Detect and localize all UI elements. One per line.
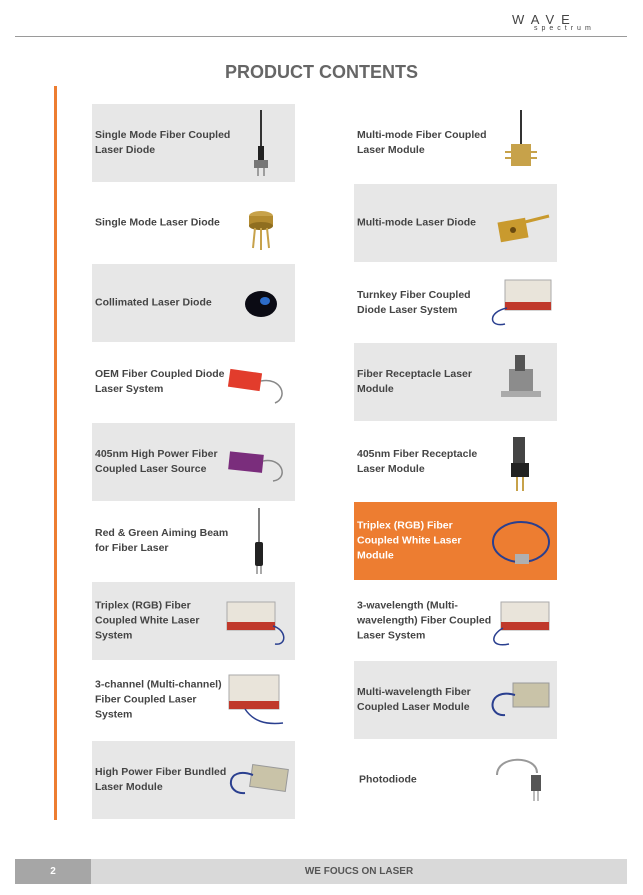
product-label: Triplex (RGB) Fiber Coupled White Laser System: [95, 599, 200, 642]
product-card: [92, 104, 295, 182]
product-label: Triplex (RGB) Fiber Coupled White Laser Module: [357, 519, 462, 562]
multi-wavelength-module-icon: [487, 665, 553, 735]
product-card: [92, 741, 295, 819]
to-can-diode-icon: [225, 188, 291, 258]
product-card: [354, 423, 557, 501]
product-label: Multi-mode Laser Diode: [357, 216, 477, 229]
product-card: [92, 264, 295, 342]
aiming-beam-icon: [225, 506, 291, 576]
turnkey-system-icon: [487, 268, 553, 338]
photodiode-icon: [487, 745, 553, 815]
product-card: [354, 184, 557, 262]
violet-laser-source-icon: [225, 427, 291, 497]
product-label: 3-channel (Multi-channel) Fiber Coupled Laser System: [95, 678, 222, 721]
accent-rule: [54, 86, 57, 820]
product-card: [92, 184, 295, 262]
logo-subword: spectrum: [534, 25, 595, 32]
fiber-pigtail-diode-icon: [225, 108, 291, 178]
product-card-highlight: [354, 502, 557, 580]
product-label: Collimated Laser Diode: [95, 296, 212, 309]
product-card: [354, 661, 557, 739]
product-label: Photodiode: [359, 773, 417, 786]
product-card: [92, 582, 295, 660]
product-label: Red & Green Aiming Beam for Fiber Laser: [95, 527, 229, 554]
bundled-laser-module-icon: [225, 745, 291, 815]
product-card: [354, 104, 557, 182]
product-label: 405nm High Power Fiber Coupled Laser Source: [95, 448, 218, 475]
multimode-diode-icon: [487, 188, 553, 258]
product-card: [92, 502, 295, 580]
product-card: [92, 343, 295, 421]
product-card: [354, 343, 557, 421]
product-card: [354, 582, 557, 660]
product-card: [92, 661, 295, 739]
product-label: OEM Fiber Coupled Diode Laser System: [95, 368, 225, 395]
product-label: High Power Fiber Bundled Laser Module: [95, 766, 227, 793]
oem-laser-module-icon: [225, 347, 291, 417]
violet-receptacle-icon: [487, 427, 553, 497]
rgb-laser-system-icon: [225, 586, 291, 656]
three-wavelength-system-icon: [487, 586, 553, 656]
product-label: 405nm Fiber Receptacle Laser Module: [357, 448, 478, 475]
footer-tagline: WE FOUCS ON LASER: [304, 866, 414, 877]
multi-channel-system-icon: [225, 665, 291, 735]
product-label: Single Mode Laser Diode: [95, 216, 220, 229]
multimode-module-icon: [487, 108, 553, 178]
product-label: Multi-mode Fiber Coupled Laser Module: [357, 129, 487, 156]
receptacle-module-icon: [487, 347, 553, 417]
collimator-icon: [225, 268, 291, 338]
page-footer: [15, 859, 627, 884]
product-card: [92, 423, 295, 501]
page-number: 2: [15, 859, 91, 884]
product-label: Turnkey Fiber Coupled Diode Laser System: [357, 289, 471, 316]
product-label: Multi-wavelength Fiber Coupled Laser Module: [357, 686, 471, 713]
product-card: [354, 741, 557, 819]
logo-word: WAVE: [512, 12, 577, 27]
header-rule: [15, 36, 627, 37]
product-label: Single Mode Fiber Coupled Laser Diode: [95, 129, 231, 156]
product-label: Fiber Receptacle Laser Module: [357, 368, 472, 395]
product-label: 3-wavelength (Multi-wavelength) Fiber Coupled Laser System: [357, 599, 492, 642]
product-card: [354, 264, 557, 342]
brand-logo: [512, 12, 624, 36]
rgb-module-icon: [487, 506, 553, 576]
page-title: PRODUCT CONTENTS: [225, 62, 418, 82]
